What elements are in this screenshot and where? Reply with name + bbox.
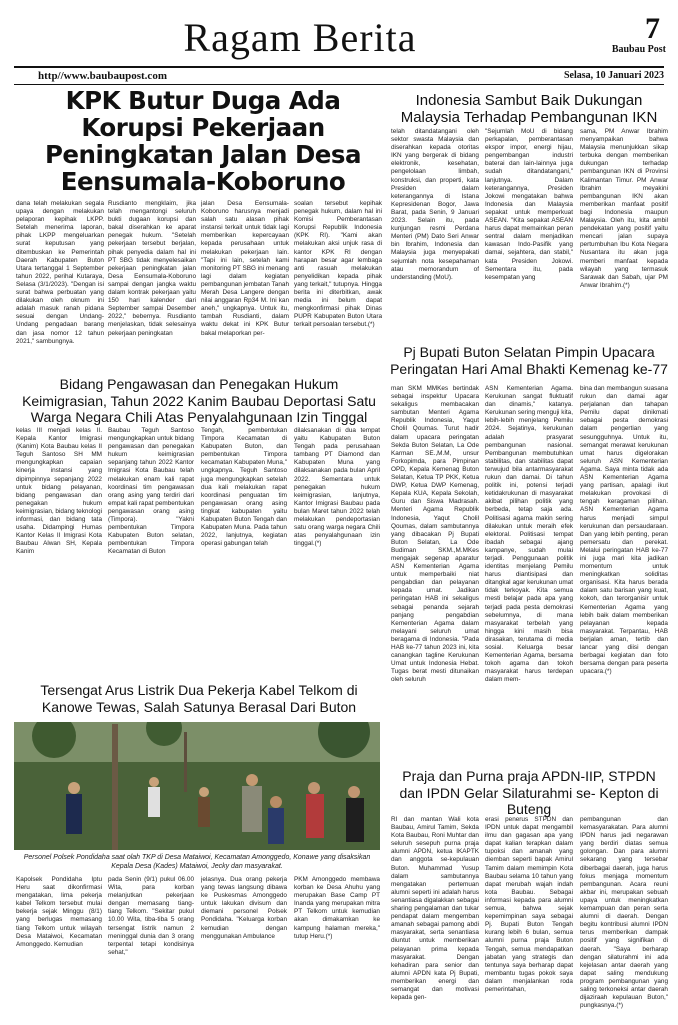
news-photo — [14, 722, 380, 850]
article-imigrasi-headline: Bidang Pengawasan dan Penegakan Hukum Keimigrasian, Tahun 2022 Kanim Baubau Deportasi Satu Warga Negara Chili Atas Penyalahgunaan Izin Tinggal — [22, 376, 376, 425]
article-ipdn-column-1: RI dan mantan Wali kota Baubau, Amirul Tamim, Sekda Kota Baubau, Roni Muhtar dan seluruh sesepuh purna praja alumni APDN, ketua IKAPTK dan anggota se-kepulauan Buton. Muhammad Yusup dalam sambutannya mengatakan pertemuan alumni seperti ini adalah harus senantiasa digalakkan sebagai sharing pengalaman dan tukar pendapat dalam mengemban amanah sebagai pamong abdi masyarakat, serta senantiasa diuntut untuk memberikan pelayanan prima kepada masyarakat. Dengan kehadiran para senior dan alumni APDN kata Pj Bupati, memberikan energi dan semangat dan motivasi kepada gen- — [391, 816, 479, 1002]
article-ipdn-column-3: pembangunan dan kemasyarakatan. Para alumni IPDN harus jadi negarawan yang berdiri diatas semua golongan. Dan para alumni sekarang yang tersebar diberbagai daerah, juga harus fokus menjaga momentum pembangunan. Acara reuni akbar ini, merupakan sebuah upaya untuk meningkatkan kemampuan dan peran serta alumni di daerah. Dengan begitu kontribusi alumni IPDN terus memberikan dampak positif yang signifikan di daerah. "Saya berharap dengan silaturahmi ini ada kejelasan antar daerah yang dapat saling mendukung program pembangunan yang saling terkoneksi antar daerah dijaziraah kepulauan Buton," pungkasnya.(*) — [580, 816, 668, 1010]
photo-scene — [14, 722, 380, 850]
issue-date: Selasa, 10 Januari 2023 — [563, 70, 664, 81]
article-ikn-headline: Indonesia Sambut Baik Dukungan Malaysia Terhadap Pembangunan IKN — [400, 92, 658, 126]
article-imigrasi-column-4: dilaksanakan di dua tempat yaitu Kabupaten Buton Tengah pada perusahaan tambang PT Diamond dan Kabupaten Muna yang dilaksanakan pada bulan April 2022. Sementara untuk penegakan hukum keimigrasian, lanjutnya, Kantor Imigrasi Baubau pada bulan Maret tahun 2022 telah melakukan pendeportasian satu orang warga negara Chili atas penyalahgunaan izin tinggal.(*) — [294, 427, 380, 548]
article-hab-column-2: ASN Kementerian Agama. Kerukunan sangat fluktuatif dan dinamis," katanya. Kerukunan sering menguji kita, lebih-lebih menjelang Pemilu 2024. Sejatinya, kerukunan adalah prasyarat pembangunan nasional. Pembangunan membutuhkan stabilitas, dan stabilitas dapat terwujud bila antarmasyarakat rukun dan damai. Di tahun politik ini, potensi terjadi ketidakrukunan di masyarakat akibat pilihan politik yang berbeda, tetap saja ada. Politisasi agama makin sering dilakukan untuk meraih efek elektoral. Politisasi tempat ibadah sebagai ajang kampanye, sudah mulai terjadi. Penggunaan politik identitas menjelang Pemilu harus diantisipasi dan ditangkal agar kerukunan umat tidak terkoyak. Kita semua mesti belajar pada apa yang terjadi pada pesta demokrasi sebelumnya, di mana masyarakat terbelah yang hingga kini masih bisa dirasakan, terutama di media sosial. Keluarga besar Kementerian Agama, bersama tokoh agama dan tokoh masyarakat harus terdepan dalam mem- — [485, 385, 573, 684]
page-number: 7 — [645, 12, 660, 45]
masthead-top-rule — [14, 66, 664, 68]
photo-caption: Personel Polsek Pondidaha saat olah TKP di Desa Mataiwoi, Kecamatan Amonggedo, Konawe yang disaksikan Kepala Desa (Kades) Mataiwoi, Jecky dan masyarakat. — [23, 854, 371, 870]
article-ipdn-headline: Praja dan Purna praja APDN-IIP, STPDN dan IPDN Gelar Silaturahmi se- Kepton di Buteng — [399, 768, 659, 817]
article-kpk-headline: KPK Butur Duga Ada Korupsi Pekerjaan Peningkatan Jalan Desa Eensumala-Koboruno — [44, 86, 362, 196]
article-ipdn-column-2: erasi penerus STPDN dan IPDN untuk dapat mengambil ilmu dan gagasan apa yang dapat kalian terapkan dalam tupoksi dan amanah yang diemban seperti bapak Amirul Tamim dalam memimpin Kota Baubau selama 10 tahun yang dapat merubah wajah indah kota Baubau. Sebagai informasi kepada para alumni semua, bahwa sejak kepemimpinan saya sebagai Pj. Bupati Buton Tengah kurang lebih 6 bulan, semua alumni purna praja Buton Tengah, semua mendapatkan jabatan yang strategis dan tentunya saya berharap dapat membantu tugas pokok saya dalam menjalankan roda pemerintahan, — [485, 816, 573, 993]
article-imigrasi-column-3: Tengah, pembentukan Timpora Kecamatan di Kabupaten Buton, dan pembentukan Timpora kecamatan Kabupaten Muna," ungkapnya. Teguh Santoso juga mengungkapkan setelah dua kali melakukan rapat koordinasi penguatan tim pengawasan orang asing tingkat kabupaten yaitu Kabupaten Buton Tengah dan Kabupaten Muna. Pada tahun 2022, lanjutnya, kegiatan operasi gabungan telah — [201, 427, 287, 548]
article-kpk-column-1: dana telah melakukan segala upaya dengan melakukan pelaporan kepihak LKPP. Setelah menerima laporan, pihak LKPP mengeluarkan surat keputusan yang ditembuskan ke Pemerintah Daerah Kabupaten Buton Utara tertanggal 1 September tahun 2022, perihal Kutaraya, Selasa (3/1/2023). "Dengan isi surat bahwa perbuatan yang dilakukan oleh oknum ini adalah masuk ranah pidana sesuai dengan Undang-Undang pengadaan barang dan jasa nomor 12 tahun 2021," sambungnya. — [16, 200, 104, 345]
article-hab-column-3: bina dan membangun suasana rukun dan damai agar perjalanan dan tahapan Pemilu dapat dinikmati sebagai pesta demokrasi dalam pengertian yang sesungguhnya. Untuk itu, semangat merawat kerukunan umat harus digelorakan seluruh ASN Kementerian Agama. Saya minta tidak ada ASN Kementerian Agama yang partisan, apalagi ikut melakukan provokasi di tengah keragaman pilihan. ASN Kementerian Agama harus menjadi simpul kerukunan dan persaudaraan. Dan yang lebih penting, peran pemersatu dan perekat. Melalui peringatan HAB ke-77 ini juga mari kita jadikan momentum untuk meningkatkan soliditas organisasi. Kita harus berada dalam satu barisan yang kuat, kokoh, dan terorganisir untuk Kementerian Agama yang lebih baik dalam memberikan pelayanan kepada masyarakat. Terpantau, HAB berjalan aman, tertib dan lancar yang diisi dengan berbagai kegiatan dan foto bersama dengan para peserta upacara.(*) — [580, 385, 668, 676]
article-ikn-column-2: "Sejumlah MoU di bidang perkapalan, pemberantasan ekspor impor, energi hijau, pengembangan industri baterai dan lain-lainnya juga sudah ditandatangani," lanjutnya. Dalam keterangannya, Presiden Jokowi mengatakan bahwa Indonesia dan Malaysia sepakat untuk memperkuat ASEAN. "Kita sepakat ASEAN harus dapat memainkan peran sentral dalam menjadikan kawasan Indo-Pasifik yang damai, sejahtera, dan stabil," kata Presiden Jokowi. Sementara itu, pada kesempatan yang — [485, 128, 573, 281]
newspaper-brand: Baubau Post — [611, 44, 666, 55]
article-listrik-headline: Tersengat Arus Listrik Dua Pekerja Kabel Telkom di Kanowe Tewas, Salah Satunya Berasal Dari Buton — [40, 682, 358, 715]
article-listrik-column-3: jelasnya. Dua orang pekerja yang tewas langsung dibawa ke Puskesmas Amonggedo untuk lakukan divisum dan diemani personel Polsek Pondidaha. "Keluarga korban kemudian dengan menggunakan Ambulance — [201, 876, 287, 940]
article-hab-headline: Pj Bupati Buton Selatan Pimpin Upacara Peringatan Hari Amal Bhakti Kemenag ke-77 — [390, 344, 668, 377]
article-kpk-column-2: Rusdianto mengklaim, jika telah mengantongi seluruh bukti dugaan korupsi dan bakal diserahkan ke aparat penegak hukum. "Setelah pekerjaan tersebut berjalan, pihak penyedia dalam hal ini PT SBG tidak menyelesaikan pekerjaan peningkatan jalan Desa Eensumala-Koboruno sampai dengan jangka waktu dalam kontrak pekerjaan yaitu 150 hari kalender dari September sampai Desember 2022," bebernya. Rusdianto menjelaskan, tidak selesainya pekerjaan peningkatan — [108, 200, 196, 337]
article-listrik-column-2: pada Senin (9/1) pukul 06.00 Wita, para korban melanjutkan pekerjaan dengan memasang tiang-tiang Telkom. "Sekitar pukul 10.00 Wita, tiba-tiba 5 orang tersengat listrik namun 2 meninggal dunia dan 3 orang terpental tetapi kondisinya sehat," — [108, 876, 194, 956]
article-imigrasi-column-1: kelas III menjadi kelas II. Kepala Kantor Imigrasi (Kanim) Kota Baubau kelas II Teguh Santoso SH MM mengungkapkan capaian kinerja instansi yang dipimpinnya sepanjang 2022 untuk bidang pelayanan, bidang pengawasan dan penegakan hukum keimigrasian, bidang teknologi informasi, dan bidang tata usaha. Didampingi Humas Kantor Kelas II Imigrasi Kota Baubau Alwan SH, Kepala Kanim — [16, 427, 102, 556]
article-kpk-column-3: jalan Desa Eensumala-Koboruno harusnya menjadi salah satu alasan pihak instansi terkait untuk tidak lagi memberikan kepercayaan kepada perusahaan untuk melakukan pekerjaan lain. "Tapi ini lain, setelah kami monitoring PT SBG ini menang lagi dalam kegiatan pembangunan jembatan Tanah Merah Desa Langere dengan nilai anggaran Rp34 M. Ini kan aneh," ungkapnya. Untuk itu, tambah Rusdianti, dalam waktu dekat ini KPK Butur bakal melaporkan per- — [201, 200, 289, 337]
masthead-bottom-rule — [14, 84, 664, 85]
article-listrik-column-4: PKM Amonggedo membawa korban ke Desa Ahuhu yang merupakan Base Camp PT Inanda yang merupakan mitra PT Telkom untuk kemudian akan dimakamkan ke kampung halaman mereka," tutup Heru.(*) — [294, 876, 380, 940]
article-kpk-column-4: soalan tersebut kepihak penegak hukum, dalam hal ini Komisi Pemberantasan Korupsi Republik Indonesia (KPK RI). "Kami akan melakukan aksi unjuk rasa di kantor KPK RI dengan harapan besar agar lembaga anti rasuah melakukan penyelidikan kepada pihak yang terkait," tutupnya. Hingga berita ini diterbitkan, awak media ini belum dapat mengkonfirmasi pihak Dinas PUPR Kabupaten Buton Utara terkait persoalan tersebut.(*) — [294, 200, 382, 329]
article-ikn-column-1: telah ditandatangani oleh sektor swasta Malaysia dan diserahkan kepada otoritas IKN yang bergerak di bidang elektronik, kesehatan, pengelolaan limbah, konstruksi, dan properti, kata Presiden dalam keterangannya di Istana Kepresidenan Bogor, Jawa Barat, pada Senin, 9 Januari 2023. Selain itu, pada kunjungan resmi Perdana Menteri (PM) Dato Seri Anwar bin Ibrahim, Indonesia dan Malaysia juga menyepakati sejumlah nota kesepahaman atau memorandum of understanding (MoU). — [391, 128, 479, 281]
article-hab-column-1: man SKM MMKes bertindak sebagai inspektur Upacara sekaligus membacakan sambutan Menteri Agama Republik Indonesia, Yaqut Cholil Qoumas. Turut hadir dalam upacara peringatan Sekda Buton Selatan, La Ode Karman SE.,M.M, unsur Forkopimda, para Pimpinan OPD, Kepala Kemenag Buton Selatan, Ketua TP PKK, Ketua DWP, Ketua DWP Kemenag, Kepala KUA, Kepala Sekolah, Guru dan Siswa Madrasah. Menteri Agama Republik Indonesia, Yaqut Cholil Qoumas, dalam sambutannya yang dibacakan Pj Bupati Buton Selatan, La Ode Budiman SKM.,M.MKes mengajak segenap aparatur ASN Kementerian Agama untuk memperbaiki niat pengabdian dan pelayanan kepada umat. Jadikan peringatan HAB ini sekaligus sebagai penanda sejarah panjang pengabdian Kementerian Agama dalam melayani seluruh umat beragama di Indonesia. "Pada HAB ke-77 tahun 2023 ini, kita canangkan tagline Kerukunan Umat untuk Indonesia Hebat. Tugas berat mesti ditunaikan oleh seluruh — [391, 385, 479, 684]
newspaper-section-title: Ragam Berita — [183, 15, 417, 60]
website-url[interactable]: http//www.baubaupost.com — [38, 70, 167, 82]
article-ikn-column-3: sama, PM Anwar Ibrahim menyampaikan bahwa Malaysia menunjukkan sikap terbuka dengan memberikan dukungan terhadap pembangunan IKN di Provinsi Kalimantan Timur. PM Anwar Ibrahim meyakini pembangunan IKN akan memberikan manfaat positif bagi Indonesia maupun Malaysia. Oleh itu, kita ambil pendekatan yang positif yaitu mencari jalan supaya pertumbuhan Ibu Kota Negara Nusantara itu akan juga memberi manfaat kepada wilayah yang termasuk Sarawak dan Sabah, ujar PM Anwar Ibrahim.(*) — [580, 128, 668, 289]
article-listrik-column-1: Kapolsek Pondidaha Iptu Heru saat dikonfirmasi mengatakan, lima pekerja kabel Telkom tersebut mulai bekerja sejak Minggu (8/1) yang berlugas memasang tiang Telkom untuk wilayah Desa Mataiwoi, Kecamatan Amonggedo. Kemudian — [16, 876, 102, 948]
article-imigrasi-column-2: Baubau Teguh Santoso mengungkapkan untuk bidang pengawasan dan penegakan hukum keimigrasian sepanjang tahun 2022 Kantor Imigrasi Kota Baubau telah melakukan enam kali rapat koordinasi tim pengawasan orang asing yang terdiri dari empat kali rapat pembentukan pengawasan orang asing (Timpora). "Yakni pembentukan Timpora Kabupaten Buton selatan, pembentukan Timpora Kecamatan di Buton — [108, 427, 194, 556]
